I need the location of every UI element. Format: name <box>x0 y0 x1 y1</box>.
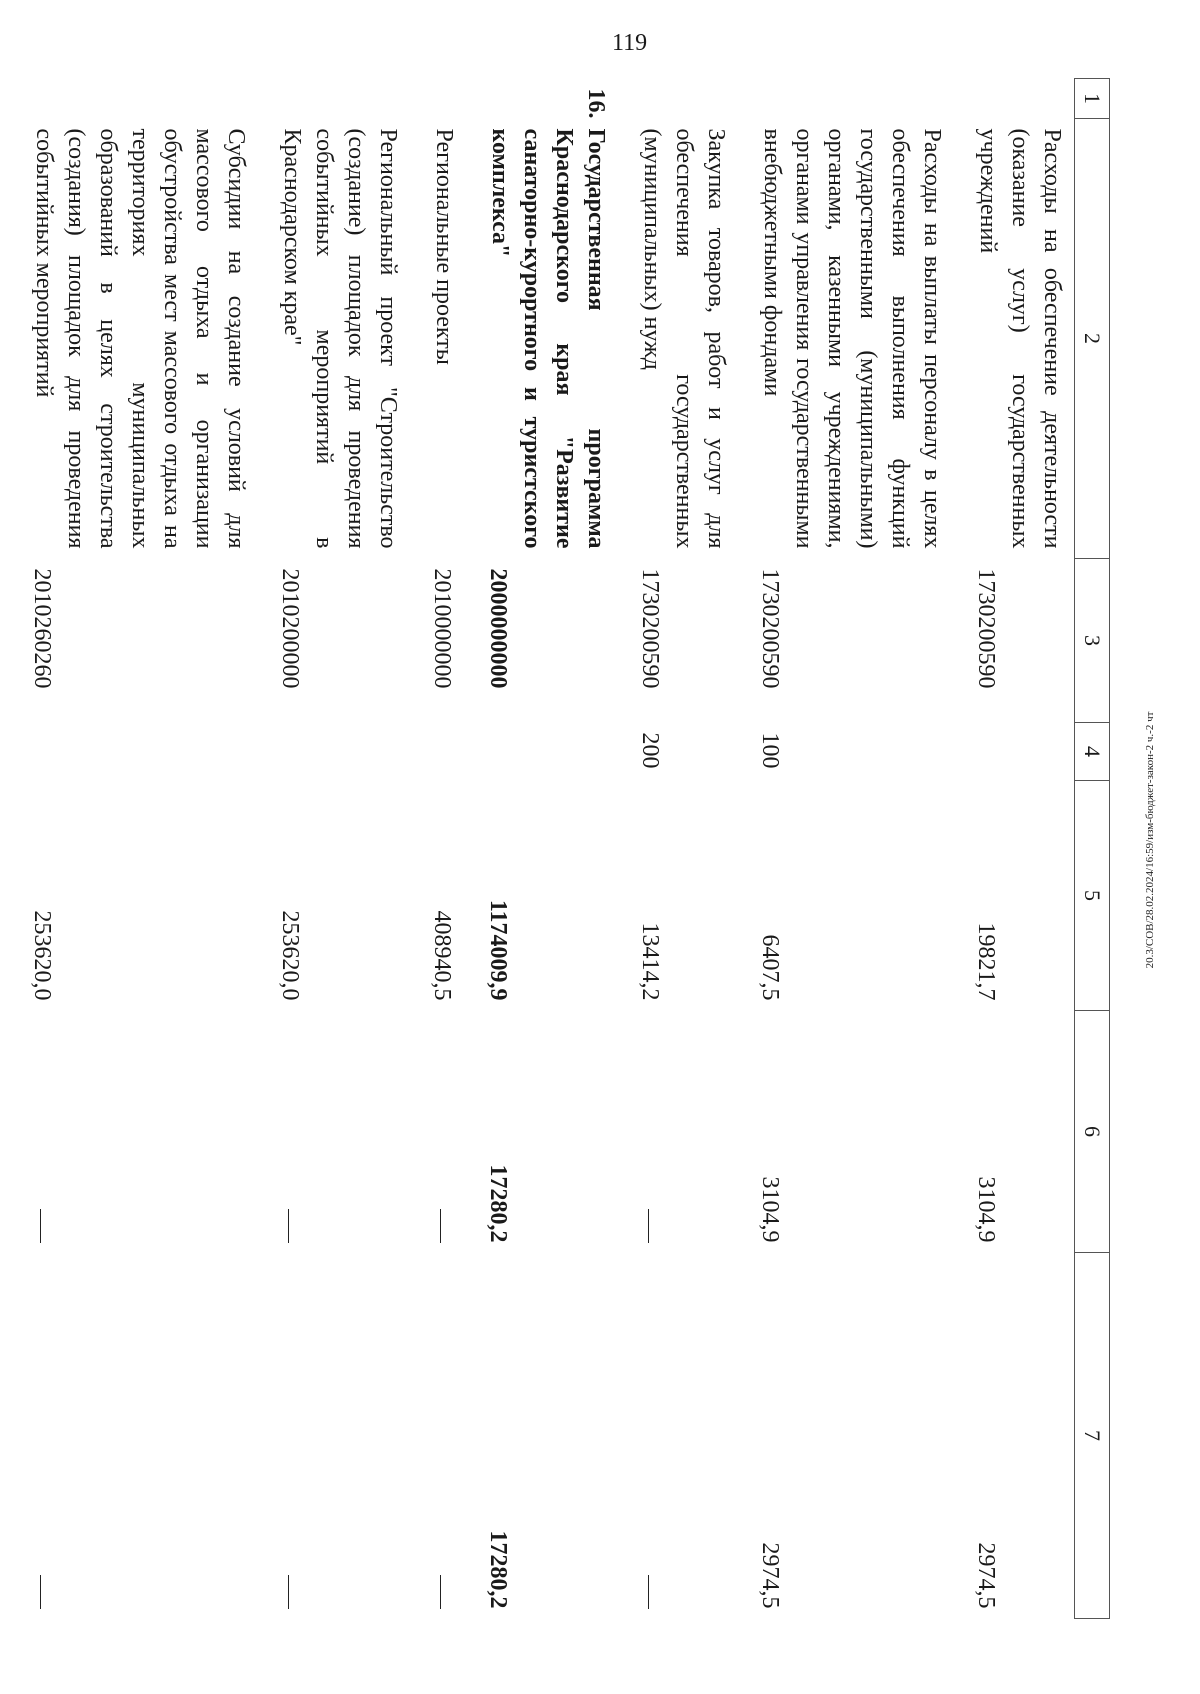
row-type <box>954 723 1075 781</box>
row-value-6: 3104,9 <box>973 1176 999 1243</box>
row-name-text: Региональные проекты <box>431 128 457 365</box>
row-name <box>410 119 466 559</box>
row-spacer <box>410 79 466 119</box>
table-row <box>618 79 738 1619</box>
row-index: 16. <box>583 88 609 119</box>
table-row <box>466 79 618 1619</box>
column-header: 7 <box>1075 1253 1110 1619</box>
empty-dash <box>40 1209 41 1243</box>
row-value-6 <box>258 1011 410 1253</box>
row-value-7 <box>410 1253 466 1619</box>
row-code: 2000000000 <box>485 568 511 689</box>
row-name <box>10 119 258 559</box>
row-code: 1730200590 <box>757 568 783 689</box>
row-value-5: 253620,0 <box>29 910 55 1001</box>
row-type <box>258 723 410 781</box>
row-spacer <box>954 79 1075 119</box>
row-value-7 <box>258 1253 410 1619</box>
row-value-5: 6407,5 <box>757 934 783 1001</box>
row-code: 2010200000 <box>277 568 303 689</box>
column-header: 6 <box>1075 1011 1110 1253</box>
row-value-6 <box>410 1011 466 1253</box>
page-number: 119 <box>612 30 648 56</box>
row-value-5: 408940,5 <box>429 910 455 1001</box>
row-spacer <box>738 79 954 119</box>
row-value-7 <box>10 1253 258 1619</box>
budget-table-rotated <box>29 78 1110 1618</box>
row-value-7: 2974,5 <box>973 1542 999 1609</box>
row-code: 1730200590 <box>637 568 663 689</box>
column-header: 2 <box>1075 119 1110 559</box>
column-header: 5 <box>1075 781 1110 1011</box>
table-header-row <box>1075 79 1110 1619</box>
column-header: 1 <box>1075 79 1110 119</box>
row-value-7 <box>618 1253 738 1619</box>
row-spacer <box>10 79 258 119</box>
row-value-6 <box>618 1011 738 1253</box>
column-header: 3 <box>1075 559 1110 723</box>
table-body <box>10 79 1075 1619</box>
table-row <box>738 79 954 1619</box>
row-value-6 <box>10 1011 258 1253</box>
row-type <box>466 723 618 781</box>
row-name-text: Субсидии на создание условий для массового отдыха и организации обустройства мест массового отдыха на территориях муниципальных образований в целях строительства (создания) площадок для проведения событийных мероприятий <box>31 128 249 549</box>
row-name-text: Региональный проект "Строительство (создание) площадок для проведения событийных мероприятий в Краснодарском крае" <box>279 128 401 549</box>
row-type: 200 <box>637 732 663 769</box>
row-value-6: 3104,9 <box>757 1176 783 1243</box>
empty-dash <box>440 1575 441 1609</box>
table-row <box>258 79 410 1619</box>
empty-dash <box>440 1209 441 1243</box>
row-name-text: Расходы на обеспечение деятельности (оказание услуг) государственных учреждений <box>975 128 1065 549</box>
row-name <box>738 119 954 559</box>
row-name-text: Государственная программа Краснодарского края "Развитие санаторно-курортного и туристского комплекса" <box>487 128 609 549</box>
row-value-6: 17280,2 <box>485 1164 511 1243</box>
row-value-7: 17280,2 <box>485 1530 511 1609</box>
empty-dash <box>648 1209 649 1243</box>
row-name <box>258 119 410 559</box>
table-row <box>954 79 1075 1619</box>
footer-code: 20.3/СОВ/28.02.2024/16:59/изм-бюджет-закон-2 ч.-2 чт <box>1144 711 1156 969</box>
row-spacer <box>618 79 738 119</box>
row-code: 1730200590 <box>973 568 999 689</box>
empty-dash <box>648 1575 649 1609</box>
row-spacer <box>258 79 410 119</box>
row-code: 2010260260 <box>29 568 55 689</box>
empty-dash <box>40 1575 41 1609</box>
row-value-5: 13414,2 <box>637 922 663 1001</box>
row-value-5: 253620,0 <box>277 910 303 1001</box>
row-name <box>954 119 1075 559</box>
row-value-7: 2974,5 <box>757 1542 783 1609</box>
row-value-5: 19821,7 <box>973 922 999 1001</box>
row-type: 100 <box>757 732 783 769</box>
row-type <box>410 723 466 781</box>
row-value-5: 1174009,9 <box>485 899 511 1001</box>
row-type <box>10 723 258 781</box>
table-row <box>10 79 258 1619</box>
empty-dash <box>288 1575 289 1609</box>
table-row <box>410 79 466 1619</box>
row-name <box>466 88 618 559</box>
column-header: 4 <box>1075 723 1110 781</box>
budget-table <box>10 78 1110 1619</box>
row-name-text: Расходы на выплаты персоналу в целях обеспечения выполнения функций государственными (муниципальными) органами, казенными учреждениями, органами управления государственными внебюджетными фондами <box>759 128 945 549</box>
row-name <box>618 119 738 559</box>
row-name-text: Закупка товаров, работ и услуг для обеспечения государственных (муниципальных) нужд <box>639 128 729 549</box>
empty-dash <box>288 1209 289 1243</box>
row-code: 2010000000 <box>429 568 455 689</box>
